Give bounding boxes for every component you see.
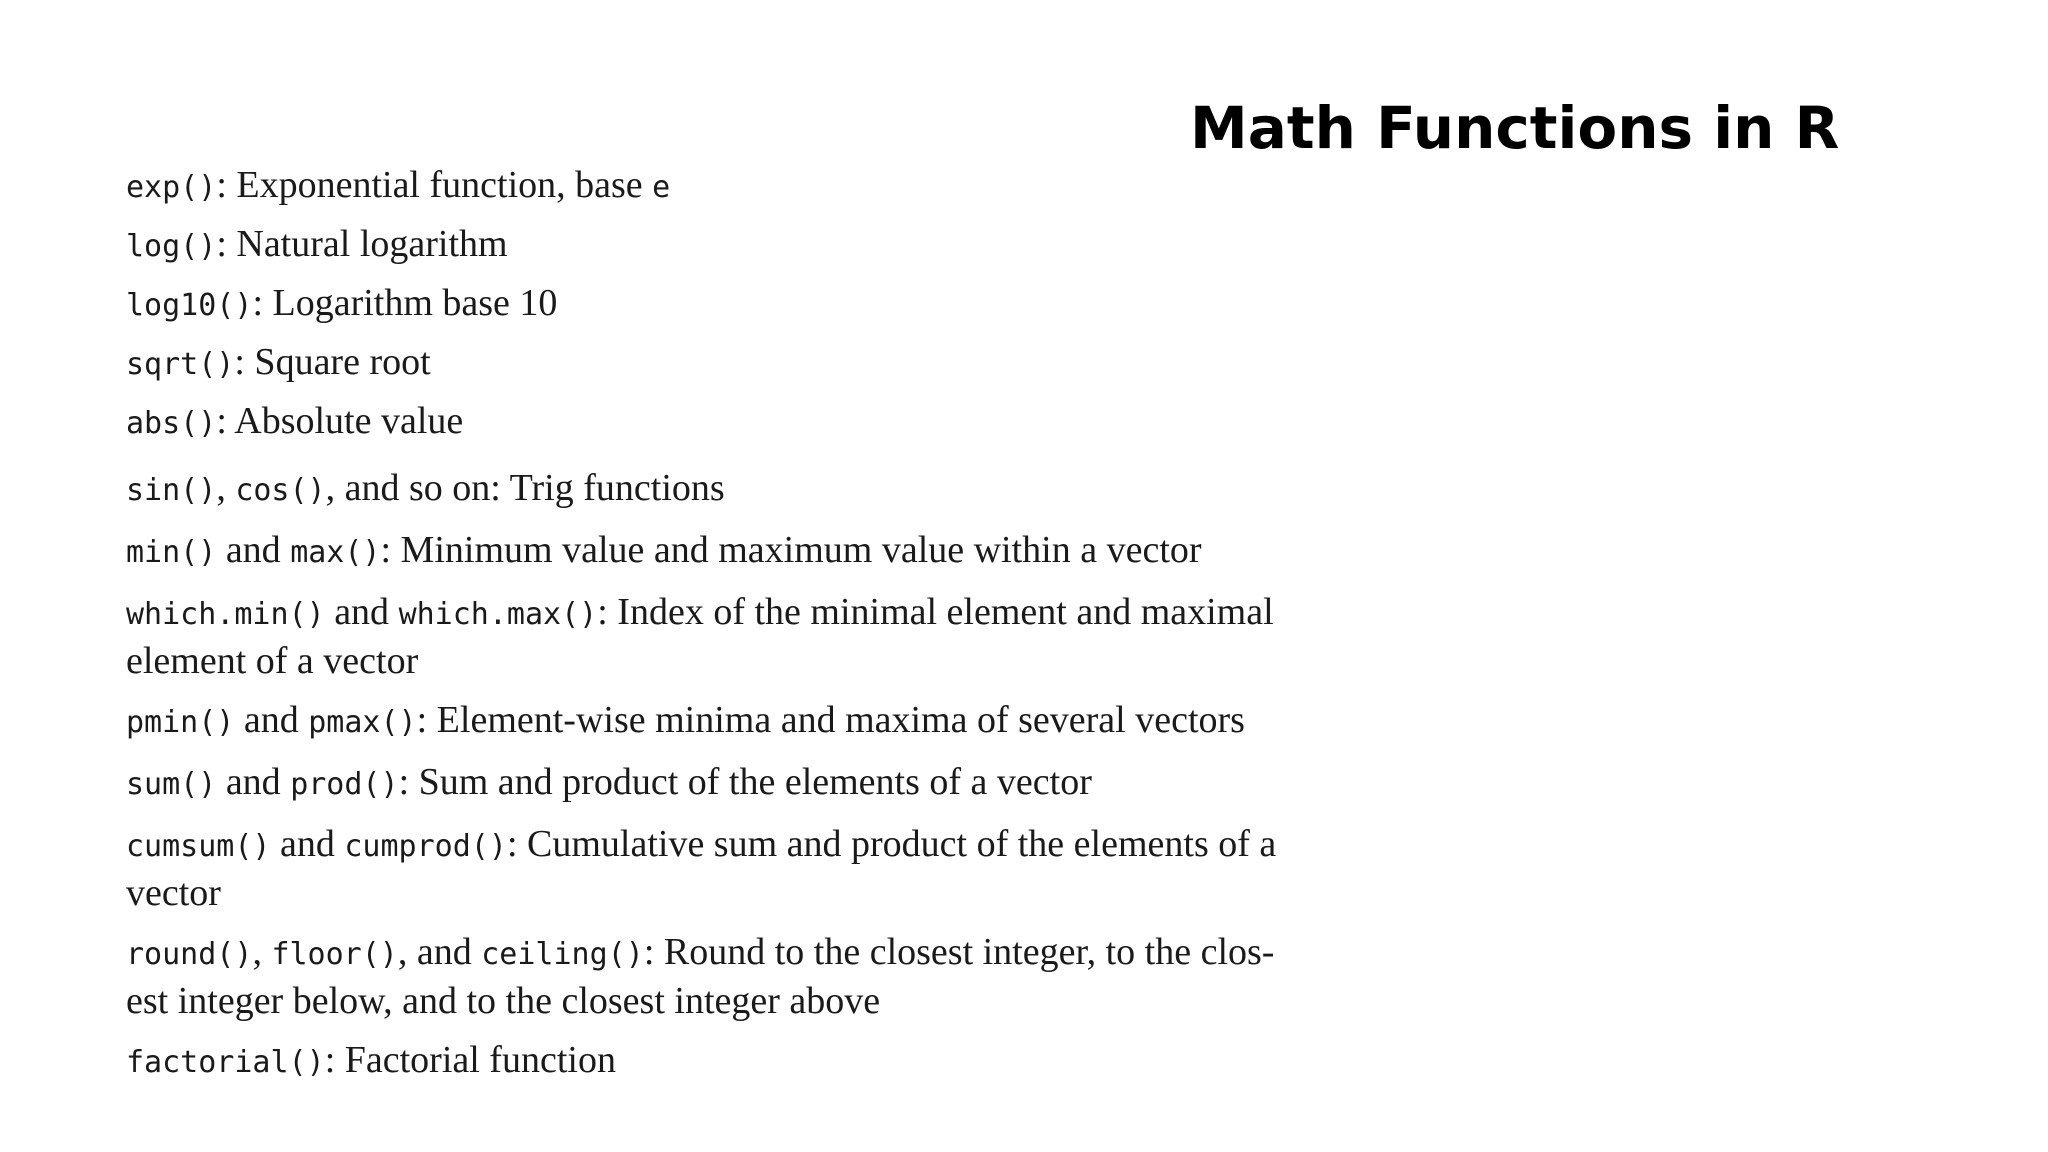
function-item	[126, 221, 1356, 270]
function-item	[126, 162, 1356, 211]
function-item-line	[126, 221, 1356, 270]
function-item	[126, 280, 1356, 329]
function-code: ceiling()	[481, 937, 644, 972]
function-item-line	[126, 929, 1356, 978]
function-description: : Factorial function	[324, 1039, 616, 1081]
function-code: cumprod()	[344, 829, 507, 864]
function-description: and	[216, 761, 291, 803]
function-description: ,	[252, 931, 272, 973]
function-code: sqrt()	[126, 347, 235, 382]
function-item-line	[126, 1037, 1356, 1086]
function-description: and	[324, 591, 399, 633]
function-description: : Cumulative sum and product of the elements of a	[506, 823, 1277, 865]
function-item-line	[126, 465, 1356, 514]
function-item	[126, 465, 1356, 514]
function-item-line	[126, 398, 1356, 447]
function-description: , and	[397, 931, 482, 973]
function-description: and	[216, 529, 291, 571]
function-code: cos()	[235, 473, 326, 508]
function-item-continuation: est integer below, and to the closest integer above	[126, 980, 881, 1022]
function-description: : Index of the minimal element and maximal	[597, 591, 1274, 633]
function-code: factorial()	[126, 1045, 325, 1080]
function-description: : Element-wise minima and maxima of several vectors	[416, 699, 1245, 741]
function-description: ,	[216, 467, 236, 509]
function-code: e	[652, 170, 671, 205]
function-item	[126, 759, 1356, 808]
function-description: : Square root	[234, 341, 431, 383]
function-item	[126, 339, 1356, 388]
function-description: : Logarithm base 10	[252, 282, 558, 324]
function-code: pmin()	[126, 705, 235, 740]
function-description: : Round to the closest integer, to the clos-	[643, 931, 1275, 973]
function-item	[126, 527, 1356, 576]
function-description: : Natural logarithm	[216, 223, 508, 265]
function-item-line	[126, 697, 1356, 746]
function-item	[126, 589, 1356, 684]
function-item-line	[126, 589, 1356, 638]
function-description: and	[270, 823, 345, 865]
function-item-line	[126, 821, 1356, 870]
function-code: pmax()	[308, 705, 417, 740]
function-code: cumsum()	[126, 829, 271, 864]
function-code: max()	[290, 535, 381, 570]
function-code: round()	[126, 937, 253, 972]
function-description: : Minimum value and maximum value within a vector	[380, 529, 1202, 571]
slide-title: Math Functions in R	[1190, 94, 1840, 162]
function-item-line	[126, 162, 1356, 211]
function-description: : Exponential function, base	[216, 164, 653, 206]
function-code: log()	[126, 229, 217, 264]
function-description: and	[234, 699, 309, 741]
function-item-continuation: element of a vector	[126, 640, 419, 682]
function-item	[126, 821, 1356, 916]
function-item	[126, 697, 1356, 746]
function-description: , and so on: Trig functions	[325, 467, 725, 509]
function-description: : Sum and product of the elements of a vector	[398, 761, 1092, 803]
function-code: which.min()	[126, 597, 325, 632]
function-code: sum()	[126, 767, 217, 802]
function-description: : Absolute value	[216, 400, 464, 442]
function-item-continuation: vector	[126, 872, 221, 914]
function-code: prod()	[290, 767, 399, 802]
function-code: min()	[126, 535, 217, 570]
function-item	[126, 398, 1356, 447]
function-item	[126, 1037, 1356, 1086]
function-item	[126, 929, 1356, 1024]
function-item-line	[126, 280, 1356, 329]
function-item-line	[126, 339, 1356, 388]
function-code: floor()	[271, 937, 398, 972]
function-code: log10()	[126, 288, 253, 323]
function-item-line	[126, 759, 1356, 808]
function-code: sin()	[126, 473, 217, 508]
function-code: exp()	[126, 170, 217, 205]
function-code: which.max()	[398, 597, 598, 632]
function-item-line	[126, 527, 1356, 576]
function-code: abs()	[126, 406, 217, 441]
